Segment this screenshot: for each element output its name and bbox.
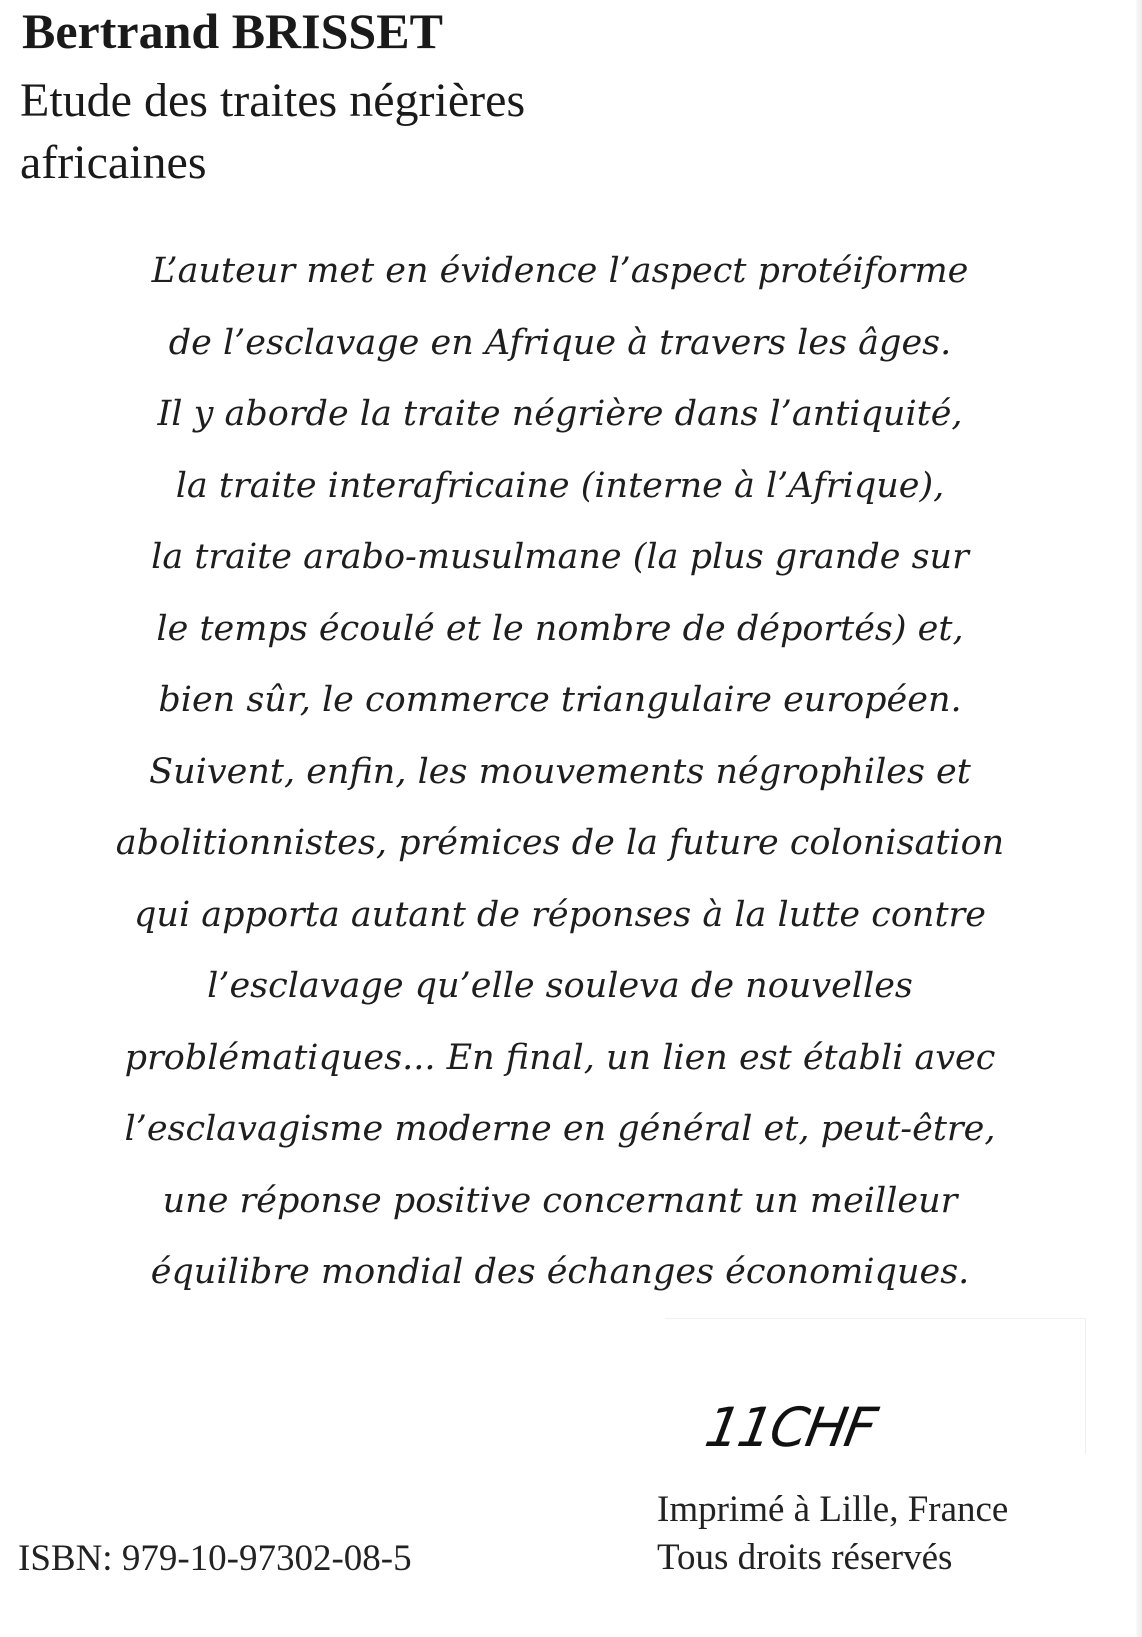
book-title-line-1: Etude des traites négrières bbox=[20, 74, 526, 127]
blurb-line: la traite arabo-musulmane (la plus grande sur bbox=[151, 537, 969, 577]
blurb-line: l’esclavage qu’elle souleva de nouvelles bbox=[207, 966, 913, 1006]
blurb-line: abolitionnistes, prémices de la future colonisation bbox=[115, 823, 1005, 863]
blurb-line: bien sûr, le commerce triangulaire européen. bbox=[158, 680, 962, 720]
blurb-line: qui apporta autant de réponses à la lutte contre bbox=[134, 894, 986, 935]
printer-location: Imprimé à Lille, France bbox=[657, 1489, 1009, 1530]
blurb-line: le temps écoulé et le nombre de déportés) et, bbox=[156, 608, 964, 649]
isbn-number: ISBN: 979-10-97302-08-5 bbox=[18, 1538, 412, 1579]
printer-info bbox=[657, 1486, 1008, 1582]
blurb-line: de l’esclavage en Afrique à travers les âges. bbox=[168, 322, 952, 363]
blurb-line: la traite interafricaine (interne à l’Afrique), bbox=[175, 465, 945, 506]
book-title-line-2: africaines bbox=[20, 136, 207, 189]
blurb-line: une réponse positive concernant un meilleur bbox=[162, 1180, 958, 1221]
blurb-line: problématiques... En final, un lien est établi avec bbox=[124, 1037, 996, 1078]
book-title bbox=[20, 70, 525, 194]
blurb-line: Il y aborde la traite négrière dans l’antiquité, bbox=[157, 394, 963, 434]
page-edge-shadow bbox=[1136, 0, 1142, 1637]
rights-notice: Tous droits réservés bbox=[657, 1537, 953, 1578]
blurb-line: équilibre mondial des échanges économiques. bbox=[150, 1252, 970, 1292]
blurb-line: Suivent, enfin, les mouvements négrophiles et bbox=[149, 751, 971, 792]
blurb-line: L’auteur met en évidence l’aspect protéiforme bbox=[151, 251, 969, 291]
handwritten-price: 11CHF bbox=[700, 1396, 880, 1459]
blurb-line: l’esclavagisme moderne en général et, peut-être, bbox=[124, 1109, 996, 1149]
blurb-text bbox=[40, 236, 1080, 1309]
author-name: Bertrand BRISSET bbox=[22, 3, 443, 59]
